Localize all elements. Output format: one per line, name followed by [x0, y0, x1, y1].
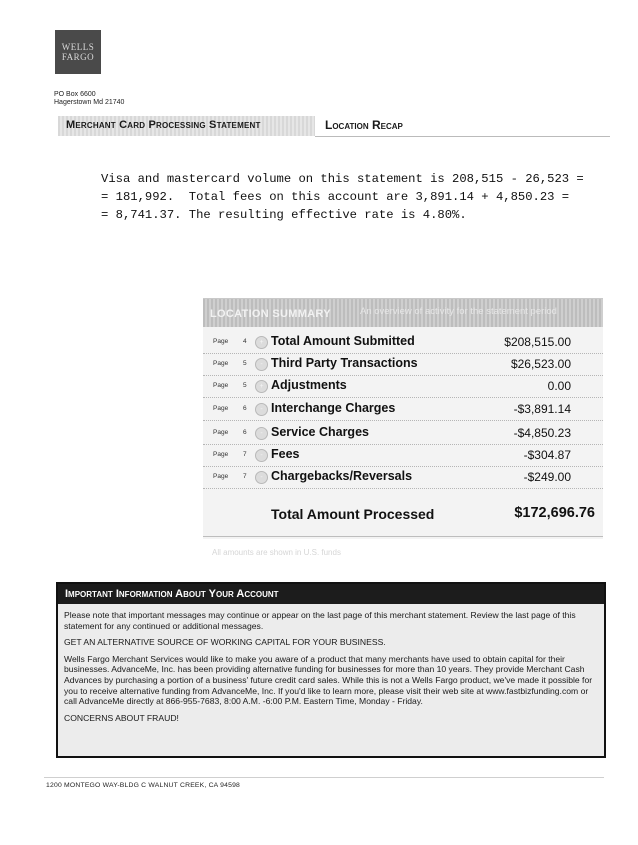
note-line-3: = 8,741.37. The resulting effective rate is 4.80%.: [101, 208, 467, 222]
page-label: Page: [213, 451, 229, 458]
row-amount: -$4,850.23: [513, 426, 571, 440]
row-amount: 0.00: [547, 379, 571, 393]
row-label: Total Amount Submitted: [271, 334, 415, 348]
summary-subtitle: An overview of activity for the statement period: [360, 306, 557, 317]
info-header: [58, 584, 604, 604]
logo-line-2: FARGO: [61, 52, 95, 62]
page-number: 7: [243, 451, 247, 458]
section-title-box: [315, 116, 610, 137]
row-amount: -$304.87: [523, 448, 571, 462]
minus-icon: -: [255, 449, 268, 462]
info-paragraph-fraud: CONCERNS ABOUT FRAUD!: [64, 712, 179, 723]
row-amount: -$249.00: [523, 470, 571, 484]
page-label: Page: [213, 382, 229, 389]
summary-row: [203, 422, 603, 445]
summary-row: [203, 444, 603, 467]
statement-title-text: Merchant Card Processing Statement: [66, 119, 261, 131]
page-label: Page: [213, 405, 229, 412]
row-label: Adjustments: [271, 378, 347, 392]
summary-row: [203, 375, 603, 398]
return-address: [54, 91, 124, 107]
note-line-2: = 181,992. Total fees on this account are 3,891.14 + 4,850.23 =: [101, 190, 570, 204]
page-label: Page: [213, 360, 229, 367]
important-info-box: [56, 582, 606, 758]
info-title: Important Information About Your Account: [65, 588, 279, 600]
info-paragraph-messages: Please note that important messages may continue or appear on the last page of this merchant statement. Review the last page of this statement for any continued or additional messages.: [64, 610, 576, 631]
footer-address: 1200 MONTEGO WAY-BLDG C WALNUT CREEK, CA 94598: [46, 782, 241, 789]
typed-note: [101, 170, 601, 224]
note-line-1: Visa and mastercard volume on this statement is 208,515 - 26,523 =: [101, 172, 584, 186]
footer-divider: [44, 777, 604, 778]
summary-row: [203, 466, 603, 489]
summary-footnote: All amounts are shown in U.S. funds: [212, 548, 341, 557]
logo-line-1: WELLS: [61, 42, 95, 52]
page-number: 6: [243, 405, 247, 412]
page-number: 6: [243, 429, 247, 436]
address-line-1: PO Box 6600: [54, 91, 96, 98]
summary-row: [203, 353, 603, 376]
page-label: Page: [213, 429, 229, 436]
info-body: [64, 610, 594, 729]
plus-icon: +: [255, 336, 268, 349]
location-summary: [203, 298, 603, 539]
row-label: Chargebacks/Reversals: [271, 469, 413, 483]
row-label: Interchange Charges: [271, 401, 396, 415]
summary-header: [203, 299, 603, 327]
address-line-2: Hagerstown Md 21740: [54, 99, 125, 106]
minus-icon: -: [255, 358, 268, 371]
total-amount: $172,696.76: [514, 505, 595, 521]
page-number: 4: [243, 338, 247, 345]
minus-icon: -: [255, 427, 268, 440]
row-amount: $26,523.00: [510, 357, 571, 371]
page-number: 7: [243, 473, 247, 480]
row-amount: -$3,891.14: [513, 402, 571, 416]
info-paragraph-capital-heading: GET AN ALTERNATIVE SOURCE OF WORKING CAPITAL FOR YOUR BUSINESS.: [64, 637, 386, 648]
statement-title: [66, 119, 261, 131]
summary-row: [203, 398, 603, 421]
row-label: Service Charges: [271, 425, 369, 439]
summary-row: [203, 331, 603, 354]
page-number: 5: [243, 360, 247, 367]
summary-title: LOCATION SUMMARY: [210, 308, 331, 320]
row-label: Third Party Transactions: [271, 356, 418, 370]
plus-icon: +: [255, 380, 268, 393]
info-paragraph-advanceme: Wells Fargo Merchant Services would like to make you aware of a product that many merchants have used to obtain capital for their businesses. AdvanceMe, Inc. has been providing alternative funding for businesses for more than 10 years. They provide Merchant Cash Advances by purchasing a portion of a business' future credit card sales. While this is not a Wells Fargo product, we've made it possible for you to receive alternative funding from AdvanceMe, Inc. If you'd like to learn more, please visit their web site at www.fastbizfunding.com or call AdvanceMe directly at 866-955-7683, 8:00 A.M. -6:00 P.M. Eastern Time, Monday - Friday.: [64, 653, 593, 707]
row-label: Fees: [271, 447, 300, 461]
total-divider: [203, 536, 603, 537]
minus-icon: -: [255, 471, 268, 484]
row-amount: $208,515.00: [504, 335, 571, 349]
minus-icon: -: [255, 403, 268, 416]
page-label: Page: [213, 338, 229, 345]
page-number: 5: [243, 382, 247, 389]
total-label: Total Amount Processed: [271, 506, 435, 522]
page-label: Page: [213, 473, 229, 480]
wells-fargo-logo: [55, 30, 101, 74]
section-title: Location Recap: [325, 118, 403, 132]
